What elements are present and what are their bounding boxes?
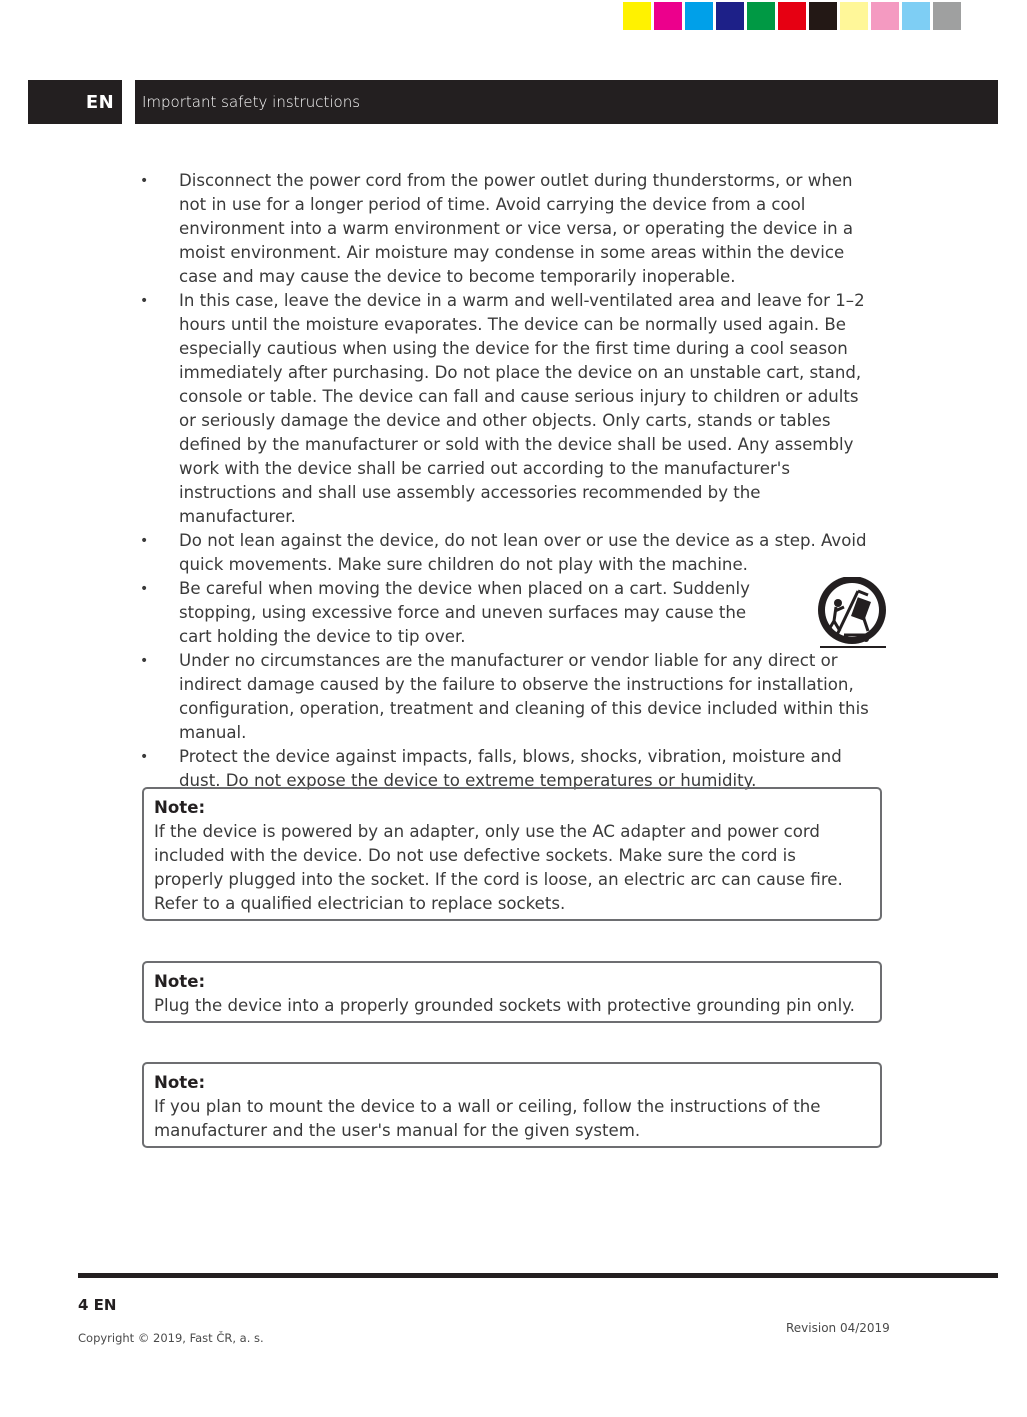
cart-tip-over-warning-icon (780, 577, 890, 649)
revision-label: Revision 04/2019 (786, 1321, 890, 1335)
note-title: Note: (154, 798, 206, 817)
bullet-text: Protect the device against impacts, falls, blows, shocks, vibration, moisture and dust. Do not expose the device to extreme temperatures or humidity. (179, 747, 842, 790)
page-number: 4 EN (78, 1296, 117, 1314)
color-swatch (716, 2, 744, 30)
bullet-item (140, 649, 880, 745)
bullet-item (140, 745, 880, 793)
section-title: Important safety instructions (142, 93, 361, 111)
bullet-list (140, 169, 880, 793)
note-text: If you plan to mount the device to a wall or ceiling, follow the instructions of the manufacturer and the user's manual for the given system. (154, 1097, 821, 1140)
color-swatch (778, 2, 806, 30)
bullet-item (140, 529, 880, 577)
bullet-text: Do not lean against the device, do not lean over or use the device as a step. Avoid quick movements. Make sure children do not play with the machine. (179, 531, 867, 574)
language-label: EN (85, 91, 115, 113)
note-title: Note: (154, 972, 206, 991)
color-swatch (809, 2, 837, 30)
color-swatch (902, 2, 930, 30)
note-text: Plug the device into a properly grounded sockets with protective grounding pin only. (154, 996, 855, 1015)
language-badge (28, 80, 122, 124)
color-swatch (747, 2, 775, 30)
bullet-item (140, 169, 880, 289)
bullet-text: In this case, leave the device in a warm and well-ventilated area and leave for 1–2 hours until the moisture evaporates. The device can be normally used again. Be especially cautious when using the device for the first time during a cool season immediately after purchasing. Do not place the device on an unstable cart, stand, console or table. The device can fall and cause serious injury to children or adults or seriously damage the device and other objects. Only carts, stands or tables defined by the manufacturer or sold with the device shall be used. Any assembly work with the device shall be carried out according to the manufacturer's instructions and shall use assembly accessories recommended by the manufacturer. (179, 291, 865, 526)
note-box (142, 787, 882, 921)
note-title: Note: (154, 1073, 206, 1092)
bullet-text: Under no circumstances are the manufacturer or vendor liable for any direct or indirect damage caused by the failure to observe the instructions for installation, configuration, operation, treatment and cleaning of this device included within this manual. (179, 651, 869, 742)
color-calibration-bar (623, 2, 964, 30)
footer-divider (78, 1273, 998, 1278)
note-text: If the device is powered by an adapter, only use the AC adapter and power cord included with the device. Do not use defective sockets. Make sure the cord is properly plugged into the socket. If the cord is loose, an electric arc can cause fire. Refer to a qualified electrician to replace sockets. (154, 822, 843, 913)
color-swatch (654, 2, 682, 30)
color-swatch (623, 2, 651, 30)
section-header (135, 80, 998, 124)
color-swatch (685, 2, 713, 30)
note-box (142, 961, 882, 1023)
note-box (142, 1062, 882, 1148)
bullet-text: Be careful when moving the device when placed on a cart. Suddenly stopping, using excessive force and uneven surfaces may cause the cart holding the device to tip over. (179, 579, 750, 646)
bullet-item (140, 577, 880, 649)
safety-instructions (140, 169, 880, 793)
color-swatch (871, 2, 899, 30)
bullet-text: Disconnect the power cord from the power outlet during thunderstorms, or when not in use for a longer period of time. Avoid carrying the device from a cool environment into a warm environment or vice versa, or operating the device in a moist environment. Air moisture may condense in some areas within the device case and may cause the device to become temporarily inoperable. (179, 171, 854, 286)
color-swatch (840, 2, 868, 30)
copyright-notice: Copyright © 2019, Fast ČR, a. s. (78, 1331, 264, 1345)
bullet-item (140, 289, 880, 529)
color-swatch (933, 2, 961, 30)
